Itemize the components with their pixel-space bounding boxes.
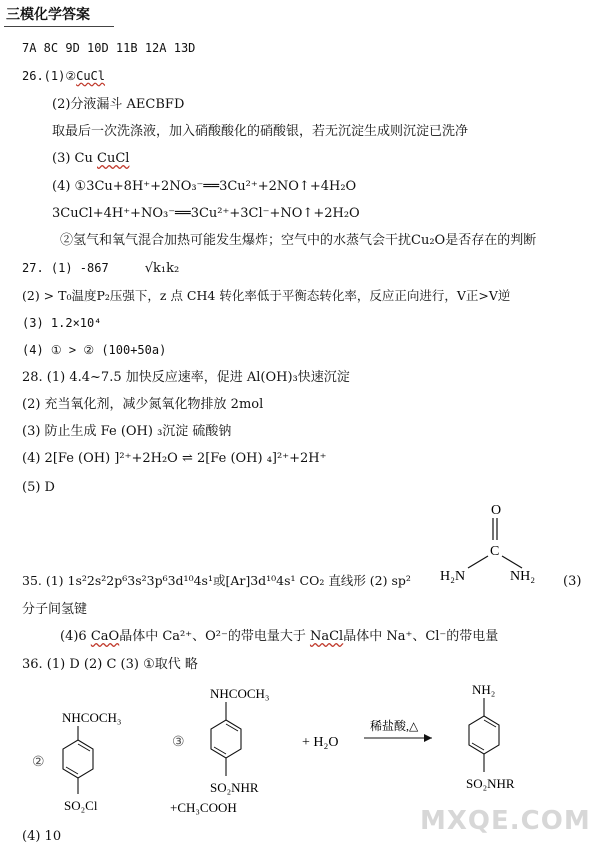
s3-ring-double-1 <box>484 720 496 727</box>
q28-part3: (3) 防止生成 Fe (OH) ₃沉淀 硫酸钠 <box>22 424 232 439</box>
s1-ring-double-1 <box>78 744 90 751</box>
title-divider <box>4 26 114 27</box>
q26-part4-eq1: (4) ①3Cu+8H⁺+2NO₃⁻══3Cu²⁺+2NO↑+4H₂O <box>52 179 357 194</box>
q36-part1-3: 36. (1) D (2) C (3) ①取代 略 <box>22 657 198 672</box>
q35-part4 <box>60 630 498 643</box>
q36-mark-3: ③ <box>172 735 185 750</box>
q26-part3-prefix: (3) Cu <box>52 151 97 166</box>
urea-bond-right <box>502 556 522 568</box>
urea-nh2-right: NH₂ <box>510 569 536 584</box>
q35-part3-answer: 分子间氢键 <box>22 602 88 617</box>
q35-part4-a: (4)6 <box>60 629 91 644</box>
s1-ring-double-2 <box>66 767 78 774</box>
q26-part4-reason: ②氢气和氧气混合加热可能发生爆炸；空气中的水蒸气会干扰Cu₂O是否存在的判断 <box>60 233 537 248</box>
urea-bond-left <box>468 556 488 568</box>
s1-top-group: NHCOCH₃ <box>62 710 122 725</box>
q26-part1 <box>22 70 105 83</box>
q27-part1-value: 27. (1) -867 <box>22 261 109 275</box>
q27-part2: (2) > T₀温度P₂压强下，z 点 CH4 转化率低于平衡态转化率，反应正向进行，V正>V逆 <box>22 288 511 303</box>
q35-part4-nacl: NaCl <box>309 629 344 644</box>
choice-answers: 7A 8C 9D 10D 11B 12A 13D <box>22 41 196 55</box>
s2-byproduct: +CH₃COOH <box>170 800 237 815</box>
q36-part4: (4) 10 <box>22 829 62 844</box>
q35-part1: 35. (1) 1s²2s²2p⁶3s²3p⁶3d¹⁰4s¹或[Ar]3d¹⁰4s¹ CO₂ 直线形 (2) sp² <box>22 573 411 588</box>
plus-water: + H₂O <box>302 735 339 750</box>
q26-part3-answer: CuCl <box>97 151 130 166</box>
q27-part1-sqrt: √k₁k₂ <box>144 261 180 276</box>
q27-part1 <box>22 262 179 275</box>
q35-part4-c: 晶体中 Na⁺、Cl⁻的带电量 <box>343 629 499 644</box>
q35-part4-b: 晶体中 Ca²⁺、O²⁻的带电量大于 <box>119 629 310 644</box>
q26-part2: (2)分液漏斗 AECBFD <box>52 97 185 112</box>
q35-part4-cao: CaO <box>90 629 120 644</box>
urea-oxygen: O <box>491 503 502 518</box>
q28-part4: (4) 2[Fe (OH) ]²⁺+2H₂O ⇌ 2[Fe (OH) ₄]²⁺+2H⁺ <box>22 451 327 466</box>
s3-top-group: NH₂ <box>472 682 496 697</box>
s2-top-group: NHCOCH₃ <box>210 686 270 701</box>
page-title: 三模化学答案 <box>6 7 90 23</box>
q26-part1-prefix: 26.(1)② <box>22 69 77 83</box>
q28-part5: (5) D <box>22 480 55 495</box>
s3-benzene-ring <box>469 716 499 754</box>
s3-ring-double-2 <box>472 743 484 750</box>
q26-part3 <box>52 152 129 165</box>
urea-structure <box>436 500 556 590</box>
s2-bottom-group: SO₂NHR <box>210 780 259 795</box>
urea-nh2-left: H₂N <box>440 569 466 584</box>
urea-carbon: C <box>490 544 500 559</box>
q26-part4-eq2: 3CuCl+4H⁺+NO₃⁻══3Cu²⁺+3Cl⁻+NO↑+2H₂O <box>52 206 360 221</box>
reaction-arrow-head <box>424 734 432 742</box>
reaction-condition: 稀盐酸,△ <box>370 719 419 733</box>
q28-part1: 28. (1) 4.4~7.5 加快反应速率，促进 Al(OH)₃快速沉淀 <box>22 370 350 385</box>
q36-mark-2: ② <box>32 755 45 770</box>
watermark: MXQE.COM <box>420 806 591 836</box>
s2-ring-double-1 <box>226 724 238 731</box>
q27-part4: (4) ① > ② (100+50a) <box>22 343 167 357</box>
q28-part2: (2) 充当氧化剂，减少氮氧化物排放 2mol <box>22 397 264 412</box>
s2-benzene-ring <box>211 720 241 758</box>
s3-bottom-group: SO₂NHR <box>466 776 515 791</box>
q26-part2-wash: 取最后一次洗涤液，加入硝酸酸化的硝酸银，若无沉淀生成则沉淀已洗净 <box>52 124 469 139</box>
q35-part3-label: (3) <box>563 574 582 589</box>
s2-ring-double-2 <box>214 747 226 754</box>
q26-part1-answer: CuCl <box>76 69 106 83</box>
q27-part3: (3) 1.2×10⁴ <box>22 316 102 330</box>
s1-bottom-group: SO₂Cl <box>64 798 98 813</box>
s1-benzene-ring <box>63 740 93 778</box>
